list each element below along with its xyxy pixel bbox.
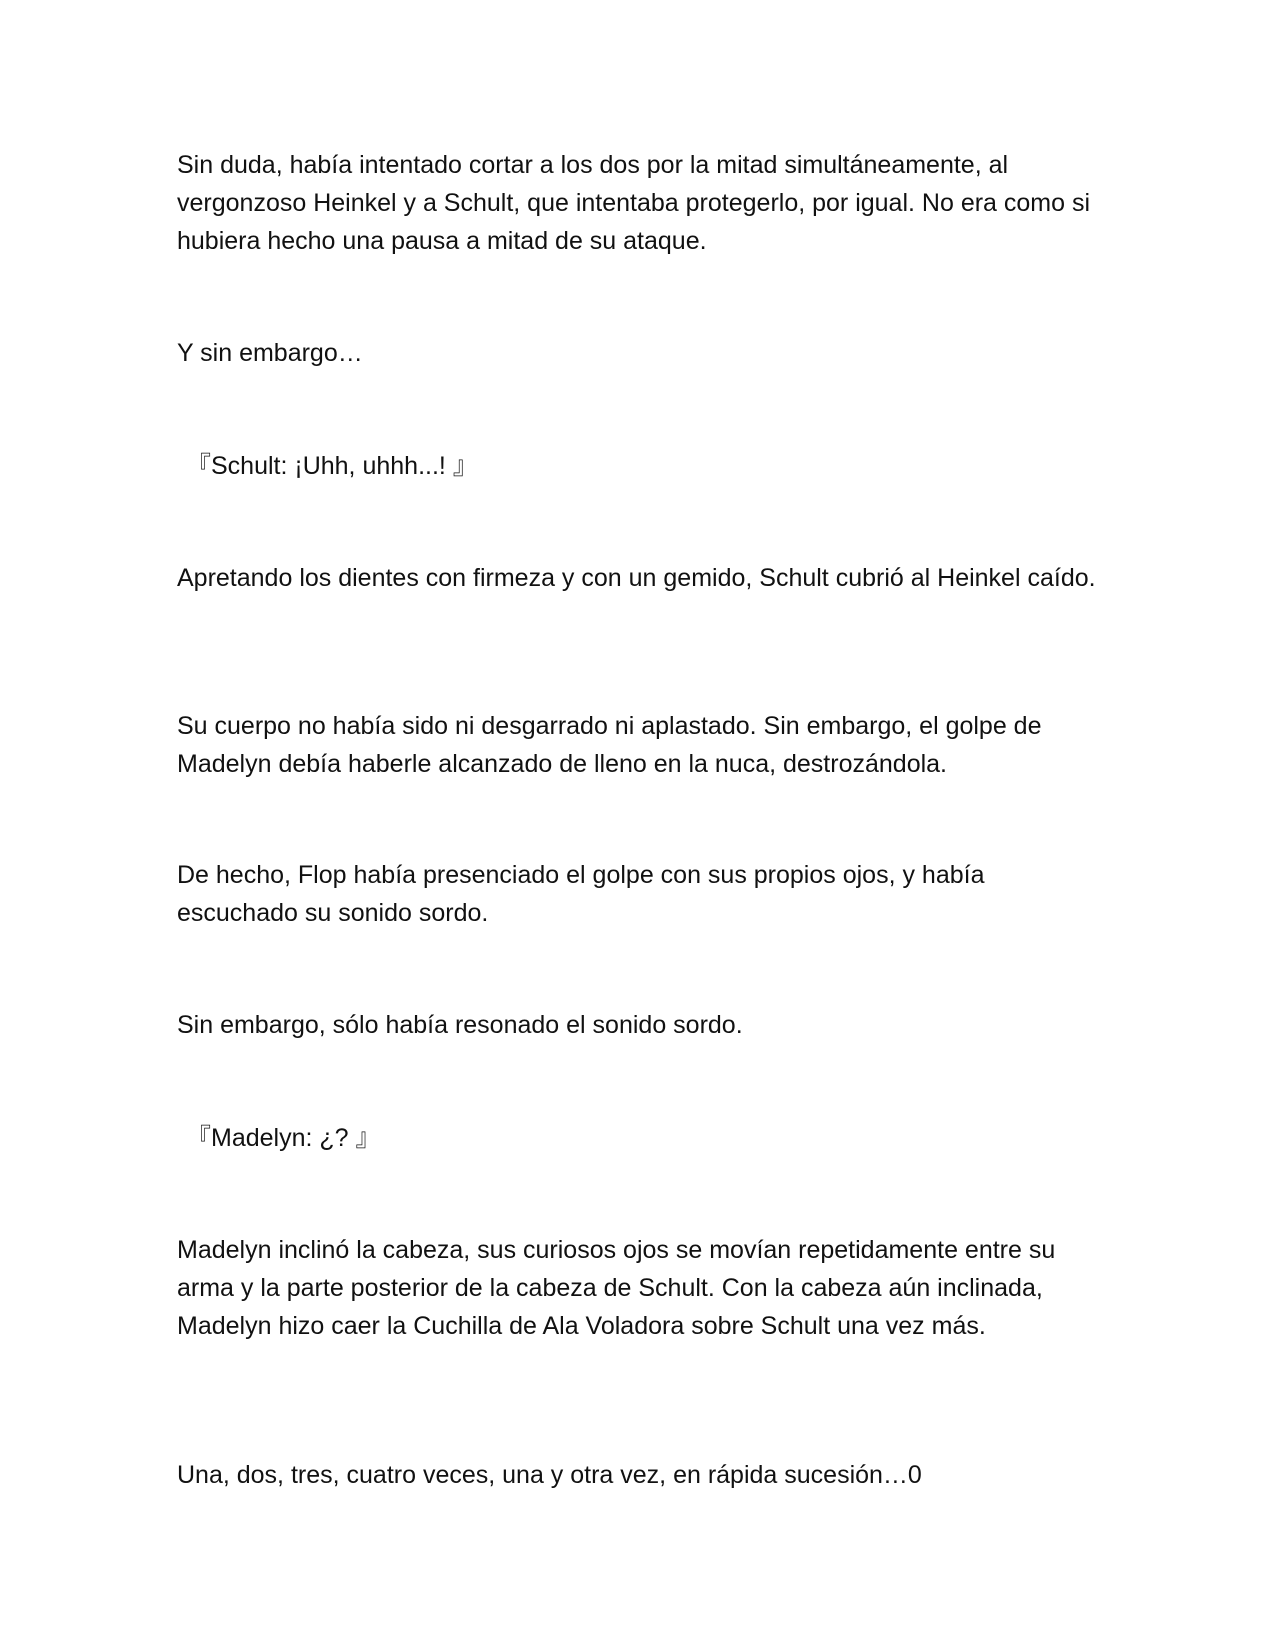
paragraph-1: Sin duda, había intentado cortar a los dos por la mitad simultáneamente, al vergonzoso Heinkel y a Schult, que intentaba protegerlo, por igual. No era como si hubiera hecho una pausa a mitad de su ataque.	[177, 151, 1091, 255]
paragraph-5: De hecho, Flop había presenciado el golpe con sus propios ojos, y había escuchado su sonido sordo.	[177, 861, 985, 927]
paragraph-3: Apretando los dientes con firmeza y con un gemido, Schult cubrió al Heinkel caído.	[177, 564, 1096, 592]
paragraph-6: Sin embargo, sólo había resonado el sonido sordo.	[177, 1011, 743, 1039]
dialogue-schult: 『Schult: ¡Uhh, uhhh...! 』	[186, 452, 478, 480]
paragraph-7: Madelyn inclinó la cabeza, sus curiosos ojos se movían repetidamente entre su arma y la parte posterior de la cabeza de Schult. Con la cabeza aún inclinada, Madelyn hizo caer la Cuchilla de Ala Voladora sobre Schult una vez más.	[177, 1236, 1056, 1340]
paragraph-8: Una, dos, tres, cuatro veces, una y otra vez, en rápida sucesión…0	[177, 1461, 922, 1489]
dialogue-madelyn: 『Madelyn: ¿? 』	[186, 1124, 381, 1152]
paragraph-2: Y sin embargo…	[177, 339, 363, 367]
paragraph-4: Su cuerpo no había sido ni desgarrado ni aplastado. Sin embargo, el golpe de Madelyn debía haberle alcanzado de lleno en la nuca, destrozándola.	[177, 712, 1042, 778]
